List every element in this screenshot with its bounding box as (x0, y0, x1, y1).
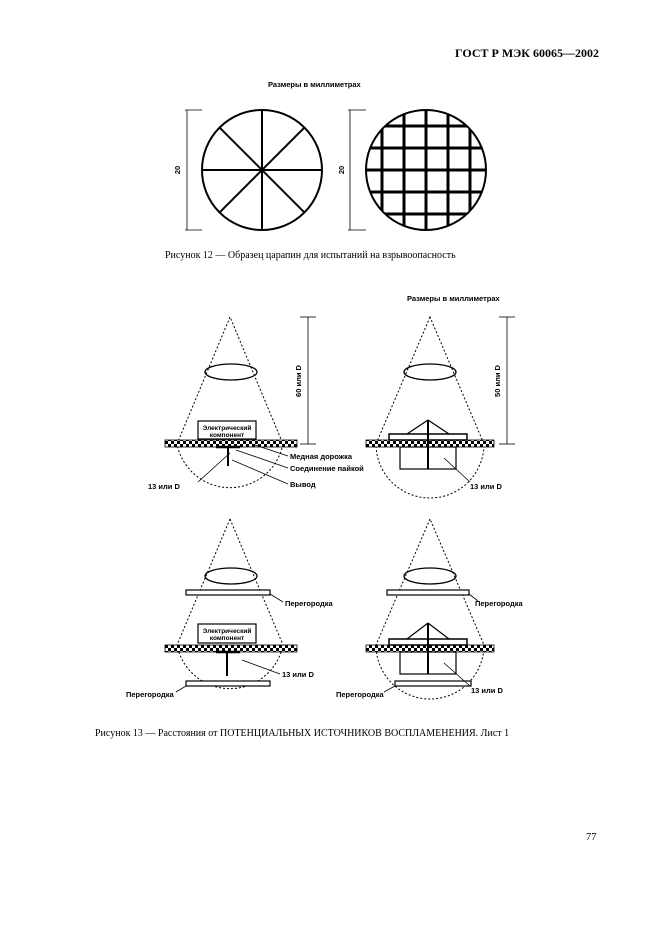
fig13-bl-partition-top: Перегородка (285, 599, 333, 608)
fig13-tr-radius-dim: 13 или D (470, 482, 502, 491)
fig13-bl-radius-dim: 13 или D (282, 670, 314, 679)
fig13-panel-bottom-right (366, 519, 494, 699)
fig13-panel-bottom-left (165, 519, 297, 692)
fig13-tl-height-dim: 60 или D (294, 365, 303, 397)
fig13-br-partition-top: Перегородка (475, 599, 523, 608)
fig13-panel-top-left (165, 317, 316, 488)
fig12-dim-left: 20 (173, 165, 182, 175)
fig13-tl-label-copper: Медная дорожка (290, 452, 352, 461)
fig13-tr-height-dim: 50 или D (493, 365, 502, 397)
fig13-tl-radius-dim: 13 или D (148, 482, 180, 491)
fig13-panel-top-right (366, 317, 515, 498)
fig12-star-specimen (185, 110, 322, 230)
fig13-tl-label-joint: Соединение пайкой (290, 464, 364, 473)
fig12-dim-right: 20 (337, 165, 346, 175)
fig13-units-note: Размеры в миллиметрах (407, 294, 500, 303)
fig12-units-note: Размеры в миллиметрах (268, 80, 361, 89)
fig13-bl-component-line2: компонент (209, 635, 245, 642)
document-header: ГОСТ Р МЭК 60065—2002 (455, 46, 599, 60)
fig12-grid-specimen (348, 110, 486, 230)
fig13-caption: Рисунок 13 — Расстояния от ПОТЕНЦИАЛЬНЫХ ИСТОЧНИКОВ ВОСПЛАМЕНЕНИЯ. Лист 1 (95, 728, 510, 739)
fig13-tl-component-line2: компонент (209, 432, 245, 439)
fig13-tl-label-lead: Вывод (290, 480, 316, 489)
fig13-tl-component-line1: Электрический (202, 425, 252, 432)
fig13-bl-component-line1: Электрический (202, 628, 252, 635)
page-number: 77 (586, 832, 597, 843)
fig13-bl-partition-bottom: Перегородка (126, 690, 174, 699)
fig13-br-partition-bottom: Перегородка (336, 690, 384, 699)
fig13-br-radius-dim: 13 или D (471, 686, 503, 695)
fig12-caption: Рисунок 12 — Образец царапин для испытаний на взрывоопасность (165, 250, 456, 261)
